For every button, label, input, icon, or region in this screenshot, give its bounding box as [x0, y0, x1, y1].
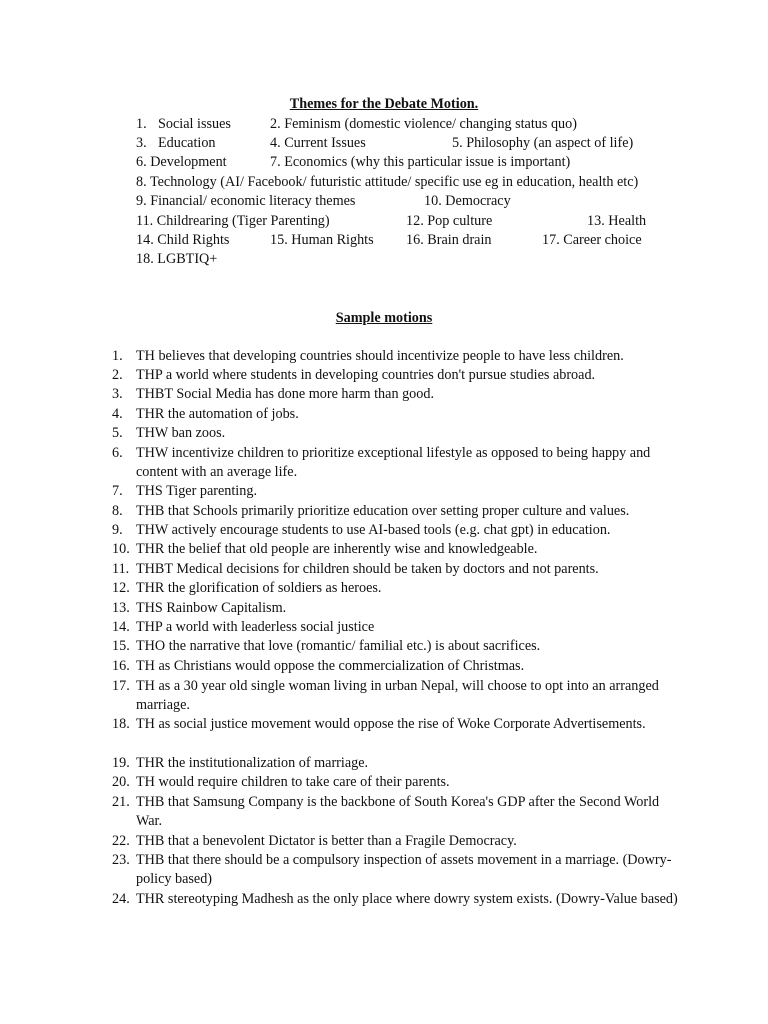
theme-5: 5. Philosophy (an aspect of life): [452, 135, 634, 151]
theme-13: 13. Health: [587, 213, 647, 229]
document-page: Themes for the Debate Motion. 1. Social issues 2. Feminism (domestic violence/ changing status quo) 3. Education 4. Current Issues 5. Philosophy (an aspect of life) 6. Development 7. Economics (why this particular issue is important) 8. Technology (AI/ Facebook/ futuristic attitude/ specific use eg in education, health etc) 9. Financial/ economic literacy themes 10. Democracy 11. Childrearing (Tiger Parenting) 12. Pop culture 13. Health 14. Child Rights 15. Human Rights 16. Brain drain 17. Career choice 18. LGBTIQ+ Sample motions 1. TH believes that developing countries should incentivize people to have less children. 2. THP a world where students in developing countries don't pursue studies abroad. 3. THBT Social Media has done more harm than good. 4. THR the automation of jobs. 5. THW ban zoos. 6. THW incentivize children to prioritize exceptional lifestyle as opposed to being happy and content with an average life. 7. THS Tiger parenting. 8. THB that Schools primarily prioritize education over setting proper culture and values. 9. THW actively encourage students to use AI-based tools (e.g. chat gpt) in education. 10. THR the belief that old people are inherently wise and knowledgeable. 11. THBT Medical decisions for children should be taken by doctors and not parents. 12. THR the glorification of soldiers as heroes. 13. THS Rainbow Capitalism. 14. THP a world with leaderless social justice 15. THO the narrative that love (romantic/ familial etc.) is about sacrifices. 16. TH as Christians would oppose the commercialization of Christmas. 17. TH as a 30 year old single woman living in urban Nepal, will choose to opt into an arranged marriage. 18. TH as social justice movement would oppose the rise of Woke Corporate Advertisements. 19. THR the institutionalization of marriage. 20. TH would require children to take care of their parents. 21. THB that Samsung Company is the backbone of South Korea's GDP after the Second World War. 22. THB that a benevolent Dictator is better than a Fragile Democracy. 23. THB that there should be a compulsory inspection of assets movement in a marriage. (Dowry-policy based) 24. THR stereotyping Madhesh as the only place where dowry system exists. (Dowry-Value based): [0, 0, 768, 1024]
theme-10: 10. Democracy: [424, 193, 511, 209]
theme-12: 12. Pop culture: [406, 213, 493, 229]
theme-2: 2. Feminism (domestic violence/ changing status quo): [270, 116, 577, 132]
theme-8: 8. Technology (AI/ Facebook/ futuristic attitude/ specific use eg in education, health etc): [136, 174, 639, 190]
theme-9: 9. Financial/ economic literacy themes: [136, 193, 356, 209]
theme-3-label: Education: [158, 135, 216, 151]
theme-1-num: 1.: [136, 116, 147, 132]
theme-15: 15. Human Rights: [270, 232, 374, 248]
theme-14: 14. Child Rights: [136, 232, 230, 248]
motions-heading: Sample motions: [335, 310, 433, 326]
theme-7: 7. Economics (why this particular issue is important): [270, 154, 571, 170]
theme-3-num: 3.: [136, 135, 147, 151]
theme-17: 17. Career choice: [542, 232, 642, 248]
theme-18: 18. LGBTIQ+: [136, 251, 218, 267]
theme-6: 6. Development: [136, 154, 227, 170]
theme-16: 16. Brain drain: [406, 232, 492, 248]
theme-11: 11. Childrearing (Tiger Parenting): [136, 213, 330, 229]
theme-1-label: Social issues: [158, 116, 231, 132]
theme-4: 4. Current Issues: [270, 135, 366, 151]
themes-heading: Themes for the Debate Motion.: [289, 96, 479, 112]
